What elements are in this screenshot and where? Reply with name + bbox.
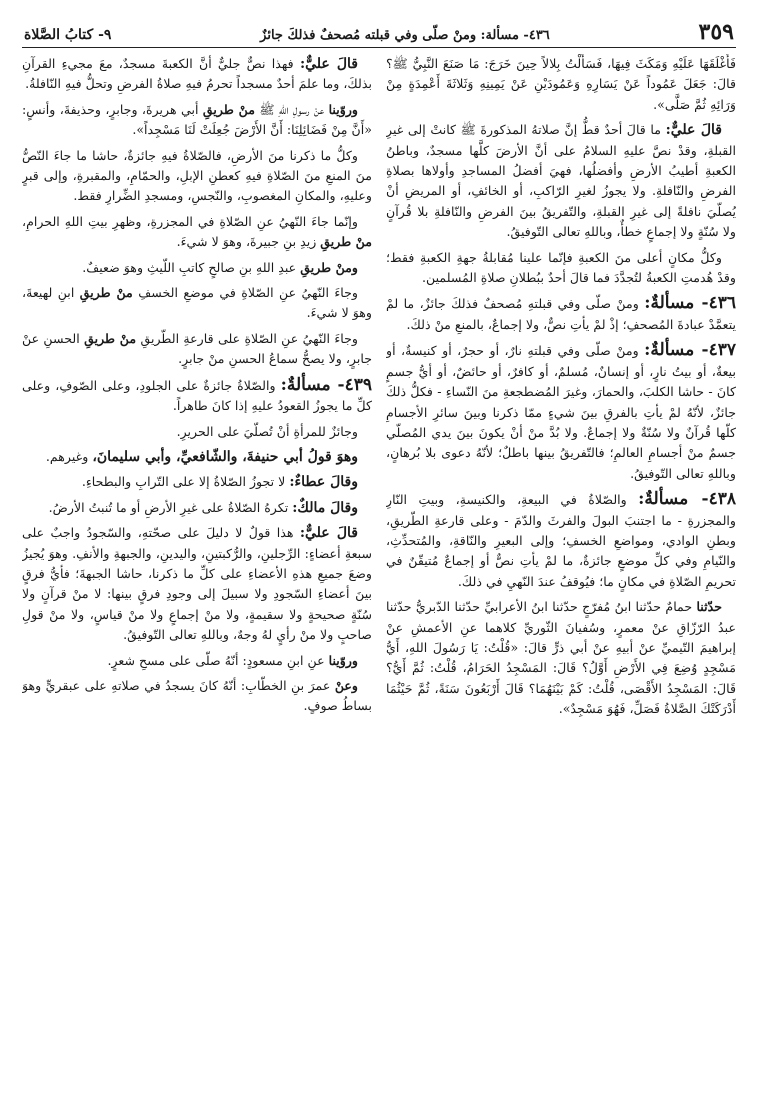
paragraph: وكلُّ مكانٍ أعلى منَ الكعبةِ فإنّما علينا مُقابلةُ جهةِ الكعبةِ فقط؛ وقدْ هُدمتِ الكعبةُ لتُجدَّدَ فما قالَ أحدٌ ببُطلانِ صلاةِ المُسلمين. (386, 249, 736, 286)
masala-heading: ٤٣٧- مسألةٌ: (644, 340, 736, 361)
paragraph: وجاءَ النّهيُ عنِ الصّلاةِ على قارعةِ الطّريقِ منْ طريقِ الحسنِ عنْ جابرٍ، ولا يصحُّ سماعُ الحسنِ منْ جابرٍ. (22, 330, 372, 367)
book-title: ٩- كتابُ الصَّلاة (24, 27, 112, 43)
page-number: ٣٥٩ (698, 19, 734, 45)
paragraph: وقالَ مالكٌ: تكرهُ الصّلاةُ على غيرِ الأرضِ أو ما تُنبتُ الأرضُ. (48, 499, 358, 516)
paragraph: وعنْ عمرَ بنِ الخطّابِ: أنّهُ كانَ يسجدُ في صلاتهِ على عبقريٍّ وهوَ بساطُ صوفٍ. (22, 677, 372, 714)
masala-436: ٤٣٦- مسألةٌ: ومنْ صلّى وفي قبلتهِ مُصحفٌ فذلكَ جائزٌ، ما لمْ يتعمَّدْ عبادةَ المُصحفِ؛ إذْ لمْ يأتِ نصٌّ، ولا إجماعٌ، بالمنعِ منْ ذلكَ. (386, 293, 736, 332)
masala-439: ٤٣٩- مسألةٌ: والصّلاةُ جائزةٌ على الجلودِ، وعلى الصّوفِ، وعلى كلِّ ما يجوزُ القعودُ عليهِ إذا كانَ طاهراً. (22, 374, 372, 414)
right-column (386, 54, 736, 1094)
paragraph: وروّينا عنِ ابنِ مسعودٍ: أنّهُ صلّى على مسحِ شعرٍ. (107, 652, 358, 668)
page-header (22, 14, 736, 48)
hadith-paragraph: حدّثنا حمامٌ حدّثنا ابنُ مُفرّجٍ حدّثنا ابنُ الأعرابيِّ حدّثنا الدّبريُّ حدّثنا عبدُ الرّزّاقِ عنْ معمرٍ، وسُفيانَ الثّوريِّ كلاهما عنِ الأعمشِ عنْ إبراهيمَ التّيميِّ عنْ أبيهِ عنْ أبي ذرٍّ قالَ: «قُلْتُ: يَا رَسُولَ اللهِ، أَيُّ مَسْجِدٍ وُضِعَ فِي الأَرْضِ أَوَّلُ؟ قَالَ: المَسْجِدُ الحَرَامُ، قُلْتُ: ثُمَّ أَيُّ؟ قَالَ: المَسْجِدُ الأَقْصَى، قُلْتُ: كَمْ بَيْنَهُمَا؟ قَالَ أَرْبَعُونَ سَنَةً، ثُمَّ حَيْثُمَا أَدْرَكَتْكَ الصَّلاةُ فَصَلِّ، فَهُوَ مَسْجِدٌ». (386, 599, 736, 717)
masala-438: ٤٣٨- مسألةٌ: والصّلاةُ في البيعةِ، والكنيسةِ، وبيتِ النّارِ والمجزرةِ - ما اجتنبَ البولَ والفرثَ والدّمَ - وعلى قارعةِ الطّريقِ، وبطنِ الوادي، ومواضعِ الخسفِ؛ وإلى البعيرِ والنّاقةِ، والمُتحدِّثِ، والنّيامِ وفي كلِّ موضعٍ جائزةٌ، ما لمْ يأتِ نصٌّ أو إجماعٌ مُتيقّنٌ في تحريمِ الصّلاةِ في مكانٍ ما؛ فيُوقفُ عندَ النّهيِ في ذلكَ. (386, 489, 736, 589)
masala-437: ٤٣٧- مسألةٌ: ومنْ صلّى وفي قبلتهِ نارٌ، أو حجرٌ، أو كنيسةٌ، أو بيعةٌ، أو بيتُ نارٍ، أو إنسانٌ، مُسلمٌ، أو كافرٌ، أو حائضٌ، أو أيُّ جسمٍ كانَ - حاشا الكلبَ، والحمارَ، وغيرَ المُضطجعةِ منَ النّساءِ - فكلُّ ذلكَ جائزٌ، لأنّهُ لمْ يأتِ بالفرقِ بينَ شيءٍ ممّا ذكرنا وبينَ سائرِ الأجسامِ كلّها قُرآنٌ ولا سُنّةٌ ولا إجماعٌ. ولا بُدَّ منْ أنْ يكونَ بينَ يدي المُصلّي جسمٌ منْ أجسامِ العالمِ؛ فالتّفريقُ بينها باطلٌ؛ لأنّهُ دعوى بلا بُرهانٍ، وباللهِ تعالى التّوفيقُ. (386, 340, 736, 481)
paragraph: وإنّما جاءَ النّهيُ عنِ الصّلاةِ في المجزرةِ، وظهرِ بيتِ اللهِ الحرامِ، منْ طريقِ زيدِ بنِ جبيرةَ، وهوَ لا شيءَ. (22, 213, 372, 250)
paragraph: فَأَغْلَقَهَا عَلَيْهِ وَمَكَثَ فِيهَا، فَسَأَلْتُ بِلالاً حِينَ خَرَجَ: مَا صَنَعَ النَّبِيُّ ﷺ؟ قالَ: جَعَلَ عَمُوداً عَنْ يَسَارِهِ وَعَمُودَيْنِ عَنْ يَمِينِهِ وَثَلاثَةَ أَعْمِدَةٍ مِنْ وَرَائِهِ ثُمَّ صَلَّى». (386, 56, 736, 112)
masala-heading: ٤٣٦- مسألةٌ: (644, 293, 736, 314)
paragraph: وقالَ عطاءٌ: لا تجوزُ الصّلاةُ إلا على التّرابِ والبطحاءِ. (81, 474, 358, 491)
paragraph: قالَ عليٌّ: فهذا نصٌّ جليٌّ أنَّ الكعبةَ مسجدٌ، معَ مجيءِ القرآنِ بذلكَ، وما علمَ أحدٌ مسجداً تحرمُ فيهِ صلاةُ الفرضِ وتحلُّ فيهِ النّافلةُ. (22, 56, 372, 92)
paragraph: قالَ عليٌّ: ما قالَ أحدٌ قطُّ إنَّ صلاتهُ المذكورةَ ﷺ كانتْ إلى غيرِ القبلةِ، وقدْ نصَّ عليهِ السلامُ على أنَّ الأرضَ كلَّها مسجدٌ، وباطنُ الكعبةِ أطيبُ الأرضِ وأفضلُها، فهيَ أفضلُ المساجدِ وأولاها بصلاةِ الفرضِ والنّافلةِ. ولا يجوزُ لغيرِ الرّاكبِ، أو الخائفِ، أو المريضِ أنْ يُصلّيَ نافلةً إلى غيرِ القبلةِ، والتّفريقُ بينَ الفرضِ والنّافلةِ بلا قُرآنٍ ولا سُنّةٍ ولا إجماعٍ خطأٌ، وباللهِ تعالى التّوفيقُ. (386, 122, 736, 240)
text-columns (22, 54, 736, 1094)
left-column (22, 54, 372, 1094)
paragraph: وكلُّ ما ذكرنا منَ الأرضِ، فالصّلاةُ فيهِ جائزةٌ، حاشا ما جاءَ النّصُّ منَ المنعِ منَ الصّلاةِ فيهِ كعطنِ الإبلِ، والحمّامِ، والمقبرةِ، وإلى قبرٍ وعليهِ، والمكانِ المغصوبِ، والنّجسِ، ومسجدِ الضِّرارِ فقط. (22, 147, 372, 204)
paragraph: وجاءَ النّهيُ عنِ الصّلاةِ في موضعِ الخسفِ منْ طريقِ ابنِ لهيعةَ، وهوَ لا شيءَ. (22, 285, 372, 321)
paragraph: وروّينا عنْ رسولِ اللهِ ﷺ منْ طريقِ أبي هريرةَ، وجابرٍ، وحذيفةَ، وأنسٍ: «أَنَّ مِنْ فَضَائِلِنَا: أَنَّ الأَرْضَ جُعِلَتْ لَنَا مَسْجِداً». (22, 101, 372, 138)
paragraph: وجائزٌ للمرأةِ أنْ تُصلّيَ على الحريرِ. (176, 423, 358, 439)
running-title: ٤٣٦- مسألة: ومنْ صلّى وفي قبلته مُصحفٌ فذلكَ جائزٌ (260, 28, 550, 43)
paragraph: قالَ عليٌّ: هذا قولٌ لا دليلَ على صحّتهِ، والسّجودُ واجبٌ على سبعةِ أعضاءٍ: الرِّجلينِ، والرُّكبتينِ، واليدينِ، والجبهةِ والأنفِ. وهوَ يُجيزُ وضعَ جميعِ هذهِ الأعضاءِ على كلِّ ما ذكرنا، حاشا الجبهةَ؛ فأيُّ فرقٍ بينَ أعضاءِ السّجودِ ولا سبيلَ إلى وجودِ فرقٍ بينها: لا منْ قرآنٍ ولا سُنّةٍ صحيحةٍ ولا سقيمةٍ، ولا منْ إجماعٍ ولا منْ قياسٍ، ولا منْ قولِ صاحبٍ ولا منْ رأيٍ لهُ وجهٌ، وباللهِ تعالى التّوفيقُ. (22, 525, 372, 643)
masala-heading: ٤٣٩- مسألةٌ: (280, 374, 372, 395)
paragraph: وهوَ قولُ أبي حنيفةَ، والشّافعيِّ، وأبي سليمانَ، وغيرهم. (45, 448, 358, 465)
masala-heading: ٤٣٨- مسألةٌ: (638, 489, 736, 510)
paragraph: ومنْ طريقِ عبدِ اللهِ بنِ صالحٍ كاتبِ اللّيثِ وهوَ ضعيفٌ. (82, 259, 358, 275)
